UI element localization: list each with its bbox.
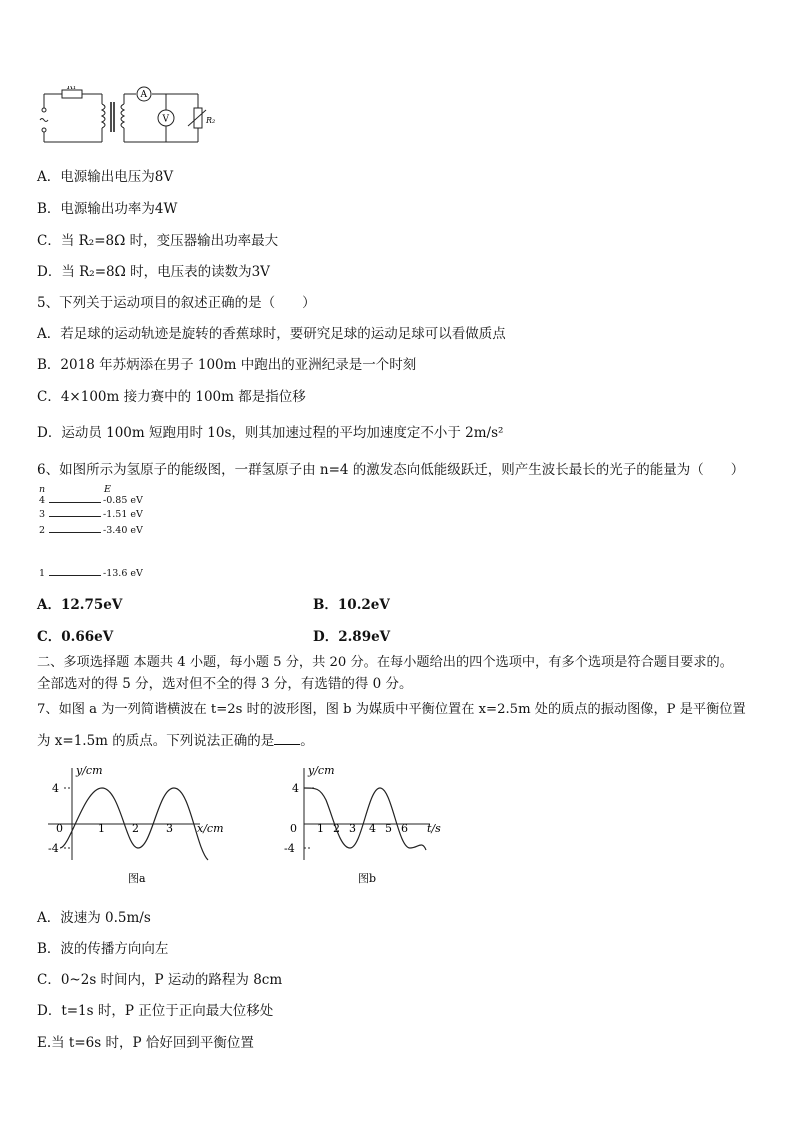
level-n-4: 4: [39, 495, 46, 506]
q5-stem: 5、下列关于运动项目的叙述正确的是（ ）: [37, 295, 316, 311]
q6-option-b: B．10.2eV: [313, 597, 390, 613]
level-e-4: -0.85 eV: [103, 495, 143, 506]
graph-b-xlabel: t/s: [427, 822, 441, 835]
q5-option-c: C．4×100m 接力赛中的 100m 都是指位移: [37, 389, 306, 405]
section2-line1: 二、多项选择题 本题共 4 小题，每小题 5 分，共 20 分。在每小题给出的四个选项中，有多个选项是符合题目要求的。: [37, 655, 733, 670]
section2-line2: 全部选对的得 5 分，选对但不全的得 3 分，有选错的得 0 分。: [37, 676, 413, 692]
level-line-4: [49, 502, 101, 503]
graph-b: [280, 760, 460, 890]
level-n-2: 2: [39, 525, 46, 536]
q4-option-c: C．当 R₂=8Ω 时，变压器输出功率最大: [37, 233, 279, 249]
graph-b-xtick-2: 2: [333, 822, 340, 835]
level-e-2: -3.40 eV: [103, 525, 143, 536]
graph-b-wave: [304, 788, 426, 850]
graph-b-caption: 图b: [358, 872, 377, 885]
q7-stem-line2-end: 。: [300, 733, 314, 749]
q6-option-d: D．2.89eV: [313, 629, 391, 645]
graph-b-svg: [280, 760, 460, 890]
level-line-1: [49, 575, 101, 576]
q4-option-d: D．当 R₂=8Ω 时，电压表的读数为3V: [37, 264, 270, 280]
graph-b-xtick-6: 6: [401, 822, 408, 835]
r1-label: R₁: [67, 86, 77, 91]
graph-a-ytick-neg: -4: [48, 842, 59, 855]
q5-option-b: B．2018 年苏炳添在男子 100m 中跑出的亚洲纪录是一个时刻: [37, 357, 417, 373]
graph-b-xtick-1: 1: [317, 822, 324, 835]
answer-blank[interactable]: [274, 732, 300, 745]
circuit-svg: [36, 86, 226, 146]
r2-label: R₂: [206, 116, 216, 125]
graph-a-ytick-pos: 4: [52, 782, 59, 795]
e-header: E: [104, 484, 111, 495]
graph-b-xtick-3: 3: [349, 822, 356, 835]
graph-a: [40, 760, 240, 890]
q7-option-c: C．0~2s 时间内，P 运动的路程为 8cm: [37, 972, 283, 988]
n-header: n: [39, 484, 46, 495]
level-n-1: 1: [39, 568, 46, 579]
q7-stem-line1: 7、如图 a 为一列简谐横波在 t=2s 时的波形图，图 b 为媒质中平衡位置在 x=2.5m 处的质点的振动图像，P 是平衡位置: [37, 702, 746, 717]
graph-a-xtick-2: 2: [132, 822, 139, 835]
level-e-1: -13.6 eV: [103, 568, 143, 579]
q6-option-c: C．0.66eV: [37, 629, 114, 645]
q7-option-d: D．t=1s 时，P 正位于正向最大位移处: [37, 1003, 274, 1019]
graph-b-xtick-5: 5: [385, 822, 392, 835]
graph-b-xtick-4: 4: [369, 822, 376, 835]
graph-b-ylabel: y/cm: [308, 764, 335, 777]
level-e-3: -1.51 eV: [103, 509, 143, 520]
level-line-2: [49, 532, 101, 533]
q4-option-a: A．电源输出电压为8V: [37, 169, 174, 185]
q7-option-e: E.当 t=6s 时，P 恰好回到平衡位置: [37, 1035, 254, 1051]
q4-option-b: B．电源输出功率为4W: [37, 201, 178, 217]
energy-level-diagram: [36, 484, 196, 584]
graph-b-origin: 0: [290, 822, 297, 835]
q6-stem: 6、如图所示为氢原子的能级图，一群氢原子由 n=4 的激发态向低能级跃迁，则产生波长最长的光子的能量为（ ）: [37, 462, 745, 478]
graph-a-ylabel: y/cm: [76, 764, 103, 777]
q5-option-d: D．运动员 100m 短跑用时 10s，则其加速过程的平均加速度定不小于 2m/s²: [37, 425, 504, 441]
level-n-3: 3: [39, 509, 46, 520]
graph-b-ytick-pos: 4: [292, 782, 299, 795]
q7-stem-line2-text: 为 x=1.5m 的质点。下列说法正确的是: [37, 733, 275, 749]
q6-option-a: A．12.75eV: [37, 597, 123, 613]
graph-a-origin: 0: [56, 822, 63, 835]
q7-option-a: A．波速为 0.5m/s: [37, 910, 151, 926]
graph-a-caption: 图a: [128, 872, 146, 885]
graph-b-ytick-neg: -4: [284, 842, 295, 855]
ammeter-label: A: [140, 90, 147, 100]
q7-option-b: B．波的传播方向向左: [37, 941, 169, 957]
graph-a-svg: [40, 760, 240, 890]
level-line-3: [49, 516, 101, 517]
graph-a-xtick-3: 3: [166, 822, 173, 835]
q7-stem-line2: [37, 729, 314, 749]
graph-a-xtick-1: 1: [98, 822, 105, 835]
voltmeter-label: V: [162, 114, 169, 125]
graph-a-xlabel: x/cm: [197, 822, 224, 835]
q5-option-a: A．若足球的运动轨迹是旋转的香蕉球时，要研究足球的运动足球可以看做质点: [37, 326, 506, 342]
circuit-diagram: [36, 86, 226, 146]
